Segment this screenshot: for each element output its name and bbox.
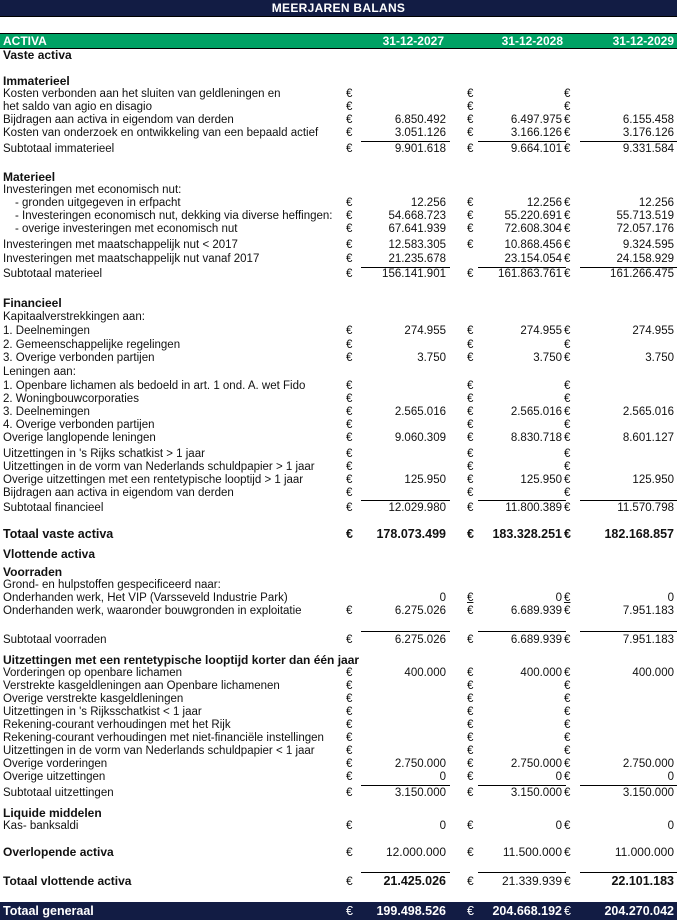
table-row: Overige uitzettingen € 0 € 0 € 0 [3,771,674,783]
euro-sign: € [467,719,474,731]
header-label: ACTIVA [3,34,47,48]
euro-sign: € [346,239,353,251]
value-2027: 21.235.678 [388,253,446,265]
euro-sign: € [467,223,474,235]
euro-sign: € [346,419,353,431]
subtotal-row: Subtotaal immaterieel € 9.901.618 € 9.664.101 € 9.331.584 [3,143,674,155]
euro-sign: € [346,88,353,100]
value-2027: 3.150.000 [394,787,446,799]
value-2027: 67.641.939 [388,223,446,235]
table-row: Onderhanden werk, waaronder bouwgronden in exploitatie € 6.275.026 € 6.689.939 € 7.951.183 [3,605,674,617]
euro-sign: € [564,502,571,514]
euro-sign: € [467,339,474,351]
value-2027: 400.000 [404,667,446,679]
euro-sign: € [467,874,474,888]
value-2028: 11.800.389 [505,502,562,514]
section-heading: Vlottende activa [3,547,96,561]
euro-sign: € [346,634,353,646]
table-row: 2. Woningbouwcorporaties € € € [3,393,571,405]
euro-sign: € [467,143,474,155]
subtotal-line [580,141,677,142]
euro-sign: € [564,758,571,770]
value-2028: 55.220.691 [504,210,562,222]
value-2027: 9.060.309 [394,432,446,444]
euro-sign: € [564,771,571,783]
euro-sign: € [564,693,571,705]
subtotal-line [478,500,566,501]
value-2028: 0 [555,820,562,832]
euro-sign: € [564,406,571,418]
euro-sign: € [346,667,353,679]
value-2029: 9.324.595 [622,239,674,251]
table-row: - gronden uitgegeven in erfpacht € 12.256 € 12.256 € 12.256 [15,197,674,209]
euro-sign: € [346,223,353,235]
column-header-2027: 31-12-2027 [382,34,444,48]
euro-sign: € [564,634,571,646]
table-row: Onderhanden werk, Het VIP (Varsseveld Industrie Park) 0 € 0 € 0 [3,592,674,604]
euro-sign: € [467,904,474,918]
subsection-heading: Voorraden [3,565,63,579]
total-row: Totaal vaste activa € 178.073.499 € 183.328.251 € 182.168.857 [3,527,674,541]
euro-sign: € [467,325,474,337]
euro-sign: € [564,352,571,364]
euro-sign: € [564,239,571,251]
euro-sign: € [346,432,353,444]
euro-sign: € [564,325,571,337]
table-row: Bijdragen aan activa in eigendom van derden € € € [3,487,571,499]
euro-sign: € [564,461,571,473]
euro-sign: € [346,380,353,392]
euro-sign: € [564,88,571,100]
euro-sign: € [346,527,353,541]
euro-sign: € [346,197,353,209]
euro-sign: € [467,461,474,473]
subtotal-row: Subtotaal voorraden € 6.275.026 € 6.689.939 € 7.951.183 [3,634,674,646]
value-2028: 6.689.939 [510,605,562,617]
grand-total-row: Totaal generaal € 199.498.526 € 204.668.192 € 204.270.042 [0,902,677,920]
value-2027: 2.565.016 [394,406,446,418]
value-2029: 11.570.798 [617,502,674,514]
table-row: Overige langlopende leningen € 9.060.309 € 8.830.718 € 8.601.127 [3,432,674,444]
table-row: Uitzettingen in de vorm van Nederlands schuldpapier < 1 jaar € € € [3,745,571,757]
value-2029: 7.951.183 [622,605,674,617]
table-row: Overige uitzettingen met een rentetypische looptijd > 1 jaar € 125.950 € 125.950 € 125.950 [3,474,674,486]
value-2029: 0 [667,771,674,783]
euro-sign: € [346,680,353,692]
value-2028: 3.150.000 [510,787,562,799]
value-2027: 199.498.526 [376,904,446,918]
value-2027: 6.850.492 [394,114,446,126]
euro-sign: € [564,197,571,209]
euro-sign: € [467,845,474,859]
table-row: Rekening-courant verhoudingen met niet-financiële instellingen € € € [3,732,571,744]
table-row: Kosten van onderzoek en ontwikkeling van een bepaald actief € 3.051.126 € 3.166.126 € 3.176.126 [3,127,674,139]
euro-sign: € [564,874,571,888]
euro-sign: € [346,461,353,473]
value-2029: 8.601.127 [622,432,674,444]
table-row: 4. Overige verbonden partijen € € € [3,419,571,431]
value-2029: 11.000.000 [614,845,674,859]
euro-sign: € [346,820,353,832]
euro-sign: € [346,352,353,364]
value-2028: 6.497.975 [510,114,562,126]
euro-sign: € [564,820,571,832]
euro-sign: € [467,693,474,705]
value-2029: 400.000 [632,667,674,679]
euro-sign: € [564,432,571,444]
euro-sign: € [467,605,474,617]
value-2028: 161.863.761 [498,268,562,280]
euro-sign: € [346,874,353,888]
value-2029: 3.150.000 [622,787,674,799]
euro-sign: € [346,487,353,499]
value-2029: 9.331.584 [622,143,674,155]
euro-sign: € [564,474,571,486]
value-2027: 12.000.000 [385,845,446,859]
euro-sign: € [564,487,571,499]
euro-sign: € [346,325,353,337]
value-2028: 10.868.456 [504,239,562,251]
value-2027: 3.051.126 [394,127,446,139]
table-row: 3. Overige verbonden partijen € 3.750 € 3.750 € 3.750 [3,352,674,364]
euro-sign: € [467,393,474,405]
euro-sign: € [564,143,571,155]
value-2029: 55.713.519 [616,210,674,222]
euro-sign: € [346,253,353,265]
euro-sign: € [564,223,571,235]
value-2028: 21.339.939 [501,874,562,888]
euro-sign: € [564,339,571,351]
value-2027: 156.141.901 [382,268,446,280]
value-2029: 0 [667,820,674,832]
value-2028: 23.154.054 [504,253,562,265]
value-2027: 3.750 [417,352,446,364]
euro-sign: € [467,667,474,679]
value-2029: 12.256 [638,197,674,209]
euro-sign: € [564,845,571,859]
euro-sign: € [346,758,353,770]
table-row: Kas- banksaldi € 0 € 0 € 0 [3,820,674,832]
euro-sign: € [346,143,353,155]
value-2029: 182.168.857 [604,527,674,541]
total-line [361,872,450,873]
euro-sign: € [564,745,571,757]
euro-sign: € [467,448,474,460]
section-heading: Vaste activa [3,48,72,62]
euro-sign: € [467,127,474,139]
table-row: Uitzettingen in 's Rijks schatkist > 1 jaar € € € [3,448,571,460]
value-2027: 178.073.499 [376,527,446,541]
euro-sign: € [467,771,474,783]
table-row: 1. Openbare lichamen als bedoeld in art. 1 ond. A. wet Fido € € € [3,380,571,392]
euro-sign: € [467,680,474,692]
table-row: Investeringen met maatschappelijk nut vanaf 2017 € 21.235.678 23.154.054 € 24.158.929 [3,253,674,265]
euro-sign: € [564,419,571,431]
value-2028: 3.166.126 [510,127,562,139]
value-2028: 11.500.000 [502,845,562,859]
euro-sign: € [564,667,571,679]
value-2028: 72.608.304 [504,223,562,235]
value-2029: 204.270.042 [604,904,674,918]
euro-sign: € [564,719,571,731]
value-2028: 12.256 [526,197,562,209]
euro-sign: € [346,210,353,222]
value-2029: 24.158.929 [616,253,674,265]
value-2027: 12.029.980 [388,502,446,514]
subtotal-line [361,500,450,501]
euro-sign: € [467,210,474,222]
title-bar [0,0,677,17]
euro-sign: € [467,197,474,209]
subtotal-line [580,500,677,501]
value-2027: 0 [439,820,446,832]
euro-sign: € [346,693,353,705]
value-2028: 9.664.101 [510,143,562,155]
euro-sign: € [564,706,571,718]
euro-sign: € [467,352,474,364]
euro-sign: € [346,845,353,859]
euro-sign: € [467,114,474,126]
subtotal-line [478,141,566,142]
value-2029: 3.750 [645,352,674,364]
table-row: Verstrekte kasgeldleningen aan Openbare lichamenen € € € [3,680,571,692]
value-2028: 0 [555,771,562,783]
value-2027: 6.275.026 [394,634,446,646]
euro-sign: € [564,680,571,692]
value-2029: 6.155.458 [622,114,674,126]
euro-sign: € [467,787,474,799]
value-2029: 274.955 [632,325,674,337]
value-2028: 6.689.939 [510,634,562,646]
value-2029: 125.950 [632,474,674,486]
euro-sign: € [564,268,571,280]
euro-sign: € [346,502,353,514]
value-2027: 21.425.026 [383,874,446,888]
subtotal-row: Subtotaal financieel € 12.029.980 € 11.800.389 € 11.570.798 [3,502,674,514]
column-header-2028: 31-12-2028 [501,34,563,48]
value-2029: 3.176.126 [622,127,674,139]
total-line [580,872,677,873]
euro-sign: € [564,592,571,604]
value-2028: 274.955 [520,325,562,337]
total-line [478,872,566,873]
euro-sign: € [467,706,474,718]
subsection-heading: Materieel [3,170,56,184]
value-2028: 0 [555,592,562,604]
table-row: Leningen aan: [3,366,76,378]
table-row: Uitzettingen in de vorm van Nederlands schuldpapier > 1 jaar € € € [3,461,571,473]
euro-sign: € [346,745,353,757]
euro-sign: € [467,88,474,100]
euro-sign: € [564,380,571,392]
table-row: Investeringen met maatschappelijk nut < 2017 € 12.583.305 € 10.868.456 € 9.324.595 [3,239,674,251]
euro-sign: € [467,239,474,251]
value-2029: 22.101.183 [611,874,674,888]
euro-sign: € [346,114,353,126]
euro-sign: € [467,732,474,744]
euro-sign: € [346,127,353,139]
euro-sign: € [564,732,571,744]
table-row: Rekening-courant verhoudingen met het Rijk € € € [3,719,571,731]
table-row: 2. Gemeenschappelijke regelingen € € € [3,339,571,351]
value-2027: 9.901.618 [394,143,446,155]
value-2029: 72.057.176 [616,223,674,235]
value-2027: 125.950 [404,474,446,486]
euro-sign: € [346,787,353,799]
euro-sign: € [564,605,571,617]
subtotal-line [361,785,450,786]
value-2029: 0 [667,592,674,604]
euro-sign: € [346,393,353,405]
value-2027: 0 [439,771,446,783]
table-row: Overige verstrekte kasgeldleningen € € € [3,693,571,705]
table-row: Overige vorderingen € 2.750.000 € 2.750.000 € 2.750.000 [3,758,674,770]
euro-sign: € [564,448,571,460]
value-2028: 8.830.718 [510,432,562,444]
subsection-heading: Liquide middelen [3,806,102,820]
subsection-heading: Immaterieel [3,74,70,88]
value-2027: 0 [439,592,446,604]
euro-sign: € [564,393,571,405]
value-2029: 2.750.000 [622,758,674,770]
euro-sign: € [467,474,474,486]
euro-sign: € [346,904,353,918]
euro-sign: € [467,268,474,280]
euro-sign: € [346,101,353,113]
euro-sign: € [467,101,474,113]
euro-sign: € [564,253,571,265]
subtotal-line [580,631,677,632]
value-2028: 2.565.016 [510,406,562,418]
euro-sign: € [564,114,571,126]
euro-sign: € [564,127,571,139]
euro-sign: € [467,820,474,832]
value-2028: 3.750 [533,352,562,364]
value-2027: 12.256 [410,197,446,209]
table-row: Grond- en hulpstoffen gespecificeerd naar: [3,579,221,591]
subtotal-row: Subtotaal uitzettingen € 3.150.000 € 3.150.000 € 3.150.000 [3,787,674,799]
value-2028: 125.950 [520,474,562,486]
subsection-heading: Uitzettingen met een rentetypische looptijd korter dan één jaar [3,653,360,667]
euro-sign: € [467,634,474,646]
euro-sign: € [346,605,353,617]
column-header-row [0,33,677,49]
table-row: Kapitaalverstrekkingen aan: [3,311,145,323]
euro-sign: € [346,771,353,783]
value-2029: 161.266.475 [610,268,674,280]
euro-sign: € [346,448,353,460]
column-header-2029: 31-12-2029 [612,34,674,48]
euro-sign: € [564,787,571,799]
value-2027: 274.955 [404,325,446,337]
euro-sign: € [346,406,353,418]
euro-sign: € [467,432,474,444]
table-row: Investeringen met economisch nut: [3,184,182,196]
table-row: Kosten verbonden aan het sluiten van geldleningen en € € € [3,88,571,100]
euro-sign: € [467,419,474,431]
euro-sign: € [564,101,571,113]
euro-sign: € [564,210,571,222]
euro-sign: € [564,527,571,541]
euro-sign: € [467,758,474,770]
subtotal-row: Subtotaal materieel € 156.141.901 € 161.863.761 € 161.266.475 [3,268,674,280]
overlopende-activa-row: Overlopende activa € 12.000.000 € 11.500.000 € 11.000.000 [3,845,674,859]
euro-sign: € [346,474,353,486]
euro-sign: € [564,904,571,918]
subtotal-line [361,631,450,632]
subtotal-line [580,785,677,786]
euro-sign: € [467,592,474,604]
value-2027: 12.583.305 [388,239,446,251]
subsection-heading: Financieel [3,296,62,310]
table-row: Vorderingen op openbare lichamen € 400.000 € 400.000 € 400.000 [3,667,674,679]
euro-sign: € [346,339,353,351]
euro-sign: € [467,527,474,541]
table-row: - Investeringen economisch nut, dekking via diverse heffingen: € 54.668.723 € 55.220.691 € 55.713.519 [15,210,674,222]
subtotal-line [361,141,450,142]
value-2028: 204.668.192 [492,904,562,918]
table-row: - overige investeringen met economisch nut € 67.641.939 € 72.608.304 € 72.057.176 [15,223,674,235]
table-row: het saldo van agio en disagio € € € [3,101,571,113]
euro-sign: € [346,732,353,744]
euro-sign: € [467,380,474,392]
table-row: Uitzettingen in 's Rijksschatkist < 1 jaar € € € [3,706,571,718]
value-2027: 6.275.026 [394,605,446,617]
subtotal-line [478,785,566,786]
value-2028: 400.000 [520,667,562,679]
value-2027: 54.668.723 [388,210,446,222]
table-row: 3. Deelnemingen € 2.565.016 € 2.565.016 € 2.565.016 [3,406,674,418]
euro-sign: € [346,719,353,731]
table-row: 1. Deelnemingen € 274.955 € 274.955 € 274.955 [3,325,674,337]
euro-sign: € [346,268,353,280]
euro-sign: € [467,745,474,757]
subtotal-line [478,631,566,632]
value-2029: 7.951.183 [622,634,674,646]
page-title: MEERJAREN BALANS [271,1,406,15]
value-2027: 2.750.000 [394,758,446,770]
value-2028: 183.328.251 [492,527,562,541]
value-2028: 2.750.000 [510,758,562,770]
euro-sign: € [467,406,474,418]
table-row: Bijdragen aan activa in eigendom van derden € 6.850.492 € 6.497.975 € 6.155.458 [3,114,674,126]
euro-sign: € [467,487,474,499]
total-row: Totaal vlottende activa € 21.425.026 € 21.339.939 € 22.101.183 [3,874,674,888]
euro-sign: € [346,706,353,718]
value-2029: 2.565.016 [622,406,674,418]
euro-sign: € [467,502,474,514]
